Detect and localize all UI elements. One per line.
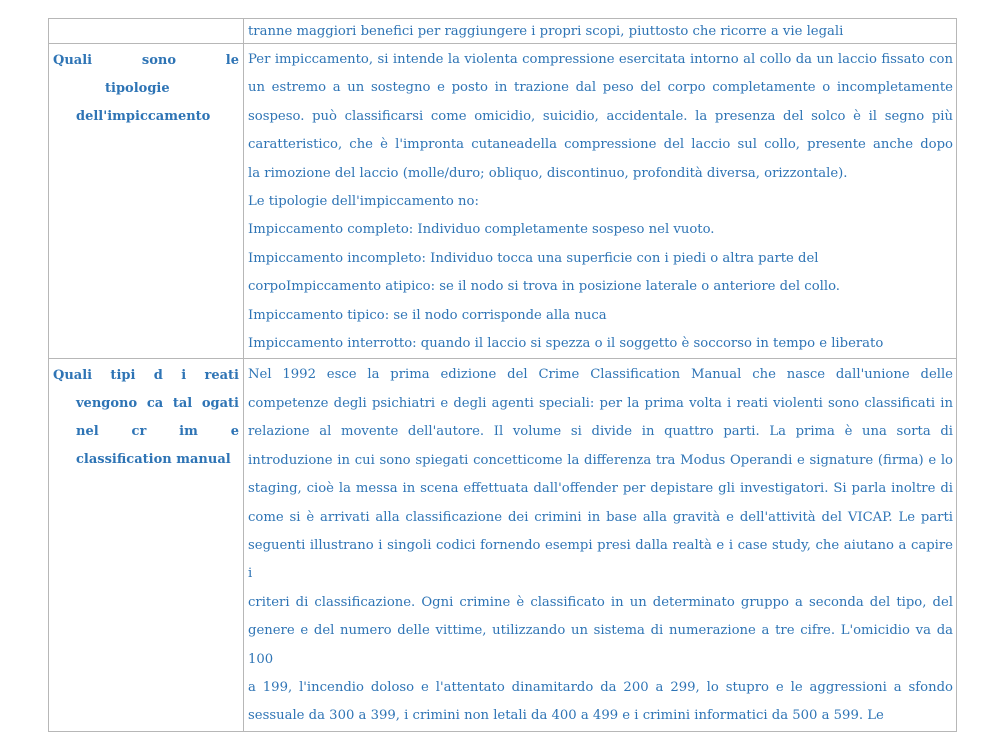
question-line: vengono ca tal ogati [76,396,239,412]
question-line: nel cr im e [76,424,239,440]
answer-line: genere e del numero delle vittime, utilizzando un sistema di numerazione a tre cifre. L'omicidio va da 100 [248,623,953,667]
answer-line: relazione al movente dell'autore. Il volume si divide in quattro parti. La prima è una sorta di [248,424,953,440]
answer-line: competenze degli psichiatri e degli agenti speciali: per la prima volta i reati violenti sono classificati in [248,395,953,411]
question-line: classification manual [76,452,231,468]
question-line: dell'impiccamento [76,109,211,124]
answer-line: criteri di classificazione. Ogni crimine è classificato in un determinato gruppo a seconda del tipo, del [248,594,953,610]
answer-line: staging, cioè la messa in scena effettuata dall'offender per depistare gli investigatori. Si parla inoltre di [248,481,953,497]
answer-line: la rimozione del laccio (molle/duro; obliquo, discontinuo, profondità diversa, orizzontale). [248,165,848,181]
answer-line: come si è arrivati alla classificazione dei crimini in base alla gravità e dell'attività del VICAP. Le parti [248,509,953,525]
question-line: Quali sono le [53,53,239,68]
question-cell [49,359,244,731]
answer-line: a 199, l'incendio doloso e l'attentato dinamitardo da 200 a 299, lo stupro e le aggressioni a sfondo [248,679,953,695]
answer-line: sospeso. può classificarsi come omicidio, suicidio, accidentale. la presenza del solco è il segno più [248,108,953,124]
answer-cell [244,19,957,44]
answer-cell [244,359,957,731]
answer-line: sessuale da 300 a 399, i crimini non letali da 400 a 499 e i crimini informatici da 500 a 599. Le [248,708,884,724]
answer-line: Impiccamento tipico: se il nodo corrisponde alla nuca [248,307,607,323]
answer-line: un estremo a un sostegno e posto in trazione dal peso del corpo completamente o incompletamente [248,80,953,96]
answer-line: Per impiccamento, si intende la violenta compressione esercitata intorno al collo da un laccio fissato con [248,52,953,67]
answer-line: seguenti illustrano i singoli codici fornendo esempi presi dalla realtà e i case study, che aiutano a capire i [248,537,953,582]
answer-line: Le tipologie dell'impiccamento no: [248,194,479,210]
answer-cell [244,44,957,359]
answer-line: Impiccamento interrotto: quando il laccio si spezza o il soggetto è soccorso in tempo e liberato [248,336,884,352]
answer-line: Nel 1992 esce la prima edizione del Crime Classification Manual che nasce dall'unione delle [248,367,953,383]
answer-line: caratteristico, che è l'impronta cutaneadella compressione del laccio sul collo, presente anche dopo [248,137,953,153]
question-line: tipologie [105,81,170,96]
answer-line: corpoImpiccamento atipico: se il nodo si trova in posizione laterale o anteriore del collo. [248,279,840,295]
answer-line: Impiccamento completo: Individuo completamente sospeso nel vuoto. [248,222,715,238]
answer-line: Impiccamento incompleto: Individuo tocca una superficie con i piedi o altra parte del [248,250,819,266]
question-cell [49,19,244,44]
table-row [49,359,957,731]
question-line: Quali tipi d i reati [53,368,239,384]
table-row [49,19,957,44]
question-cell [49,44,244,359]
answer-line: introduzione in cui sono spiegati concetticome la differenza tra Modus Operandi e signature (firma) e lo [248,452,953,468]
answer-line: tranne maggiori benefici per raggiungere i propri scopi, piuttosto che ricorre a vie legali [248,24,844,39]
document-table [48,18,957,732]
table-row [49,44,957,359]
